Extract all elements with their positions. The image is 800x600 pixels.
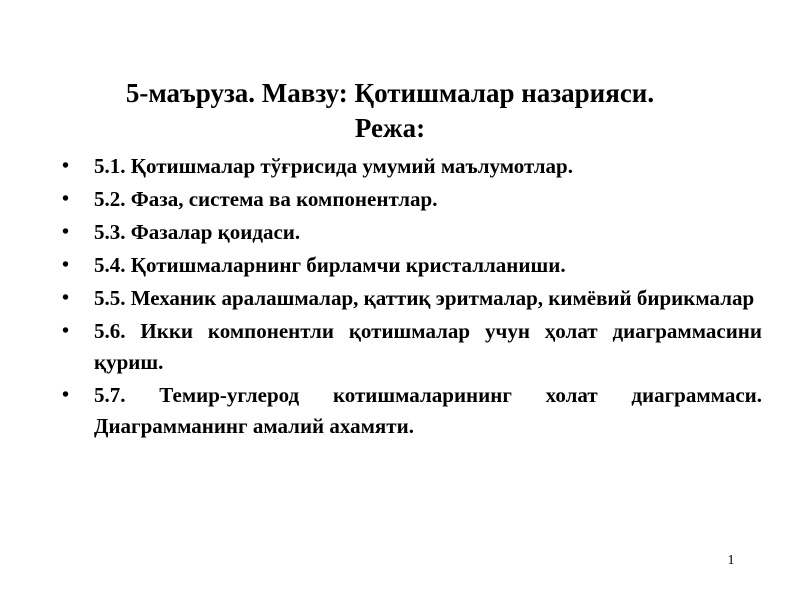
page-number: 1: [727, 553, 735, 568]
bullet-icon: •: [62, 221, 70, 243]
plan-item-text: 5.2. Фаза, система ва компонентлар.: [94, 187, 438, 211]
bullet-icon: •: [62, 287, 70, 309]
plan-item-text: 5.3. Фазалар қоидаси.: [94, 220, 301, 244]
plan-list: [62, 151, 762, 444]
plan-item-text: 5.5. Механик аралашмалар, қаттиқ эритмалар, кимёвий бирикмалар: [94, 286, 755, 310]
plan-item-5-3: [62, 217, 762, 248]
slide-title: [40, 76, 740, 146]
plan-item-text: 5.6. Икки компонентли қотишмалар учун ҳолат диаграммасини қуриш.: [94, 319, 762, 374]
plan-item-5-6: [62, 316, 762, 378]
plan-item-5-7: [62, 380, 762, 442]
plan-item-5-2: [62, 184, 762, 215]
plan-heading: Режа:: [354, 113, 426, 143]
plan-item-5-5: [62, 283, 762, 314]
bullet-icon: •: [62, 188, 70, 210]
bullet-icon: •: [62, 384, 70, 406]
bullet-icon: •: [62, 254, 70, 276]
plan-item-5-1: [62, 151, 762, 182]
plan-item-text: 5.7. Темир-углерод котишмаларининг холат диаграммаси. Диаграмманинг амалий ахамяти.: [94, 383, 762, 438]
plan-item-text: 5.4. Қотишмаларнинг бирламчи кристалланиши.: [94, 253, 566, 277]
lecture-title: 5-маъруза. Мавзу: Қотишмалар назарияси.: [125, 78, 655, 108]
plan-item-5-4: [62, 250, 762, 281]
bullet-icon: •: [62, 155, 70, 177]
bullet-icon: •: [62, 320, 70, 342]
plan-item-text: 5.1. Қотишмалар тўғрисида умумий маълумотлар.: [94, 154, 573, 178]
